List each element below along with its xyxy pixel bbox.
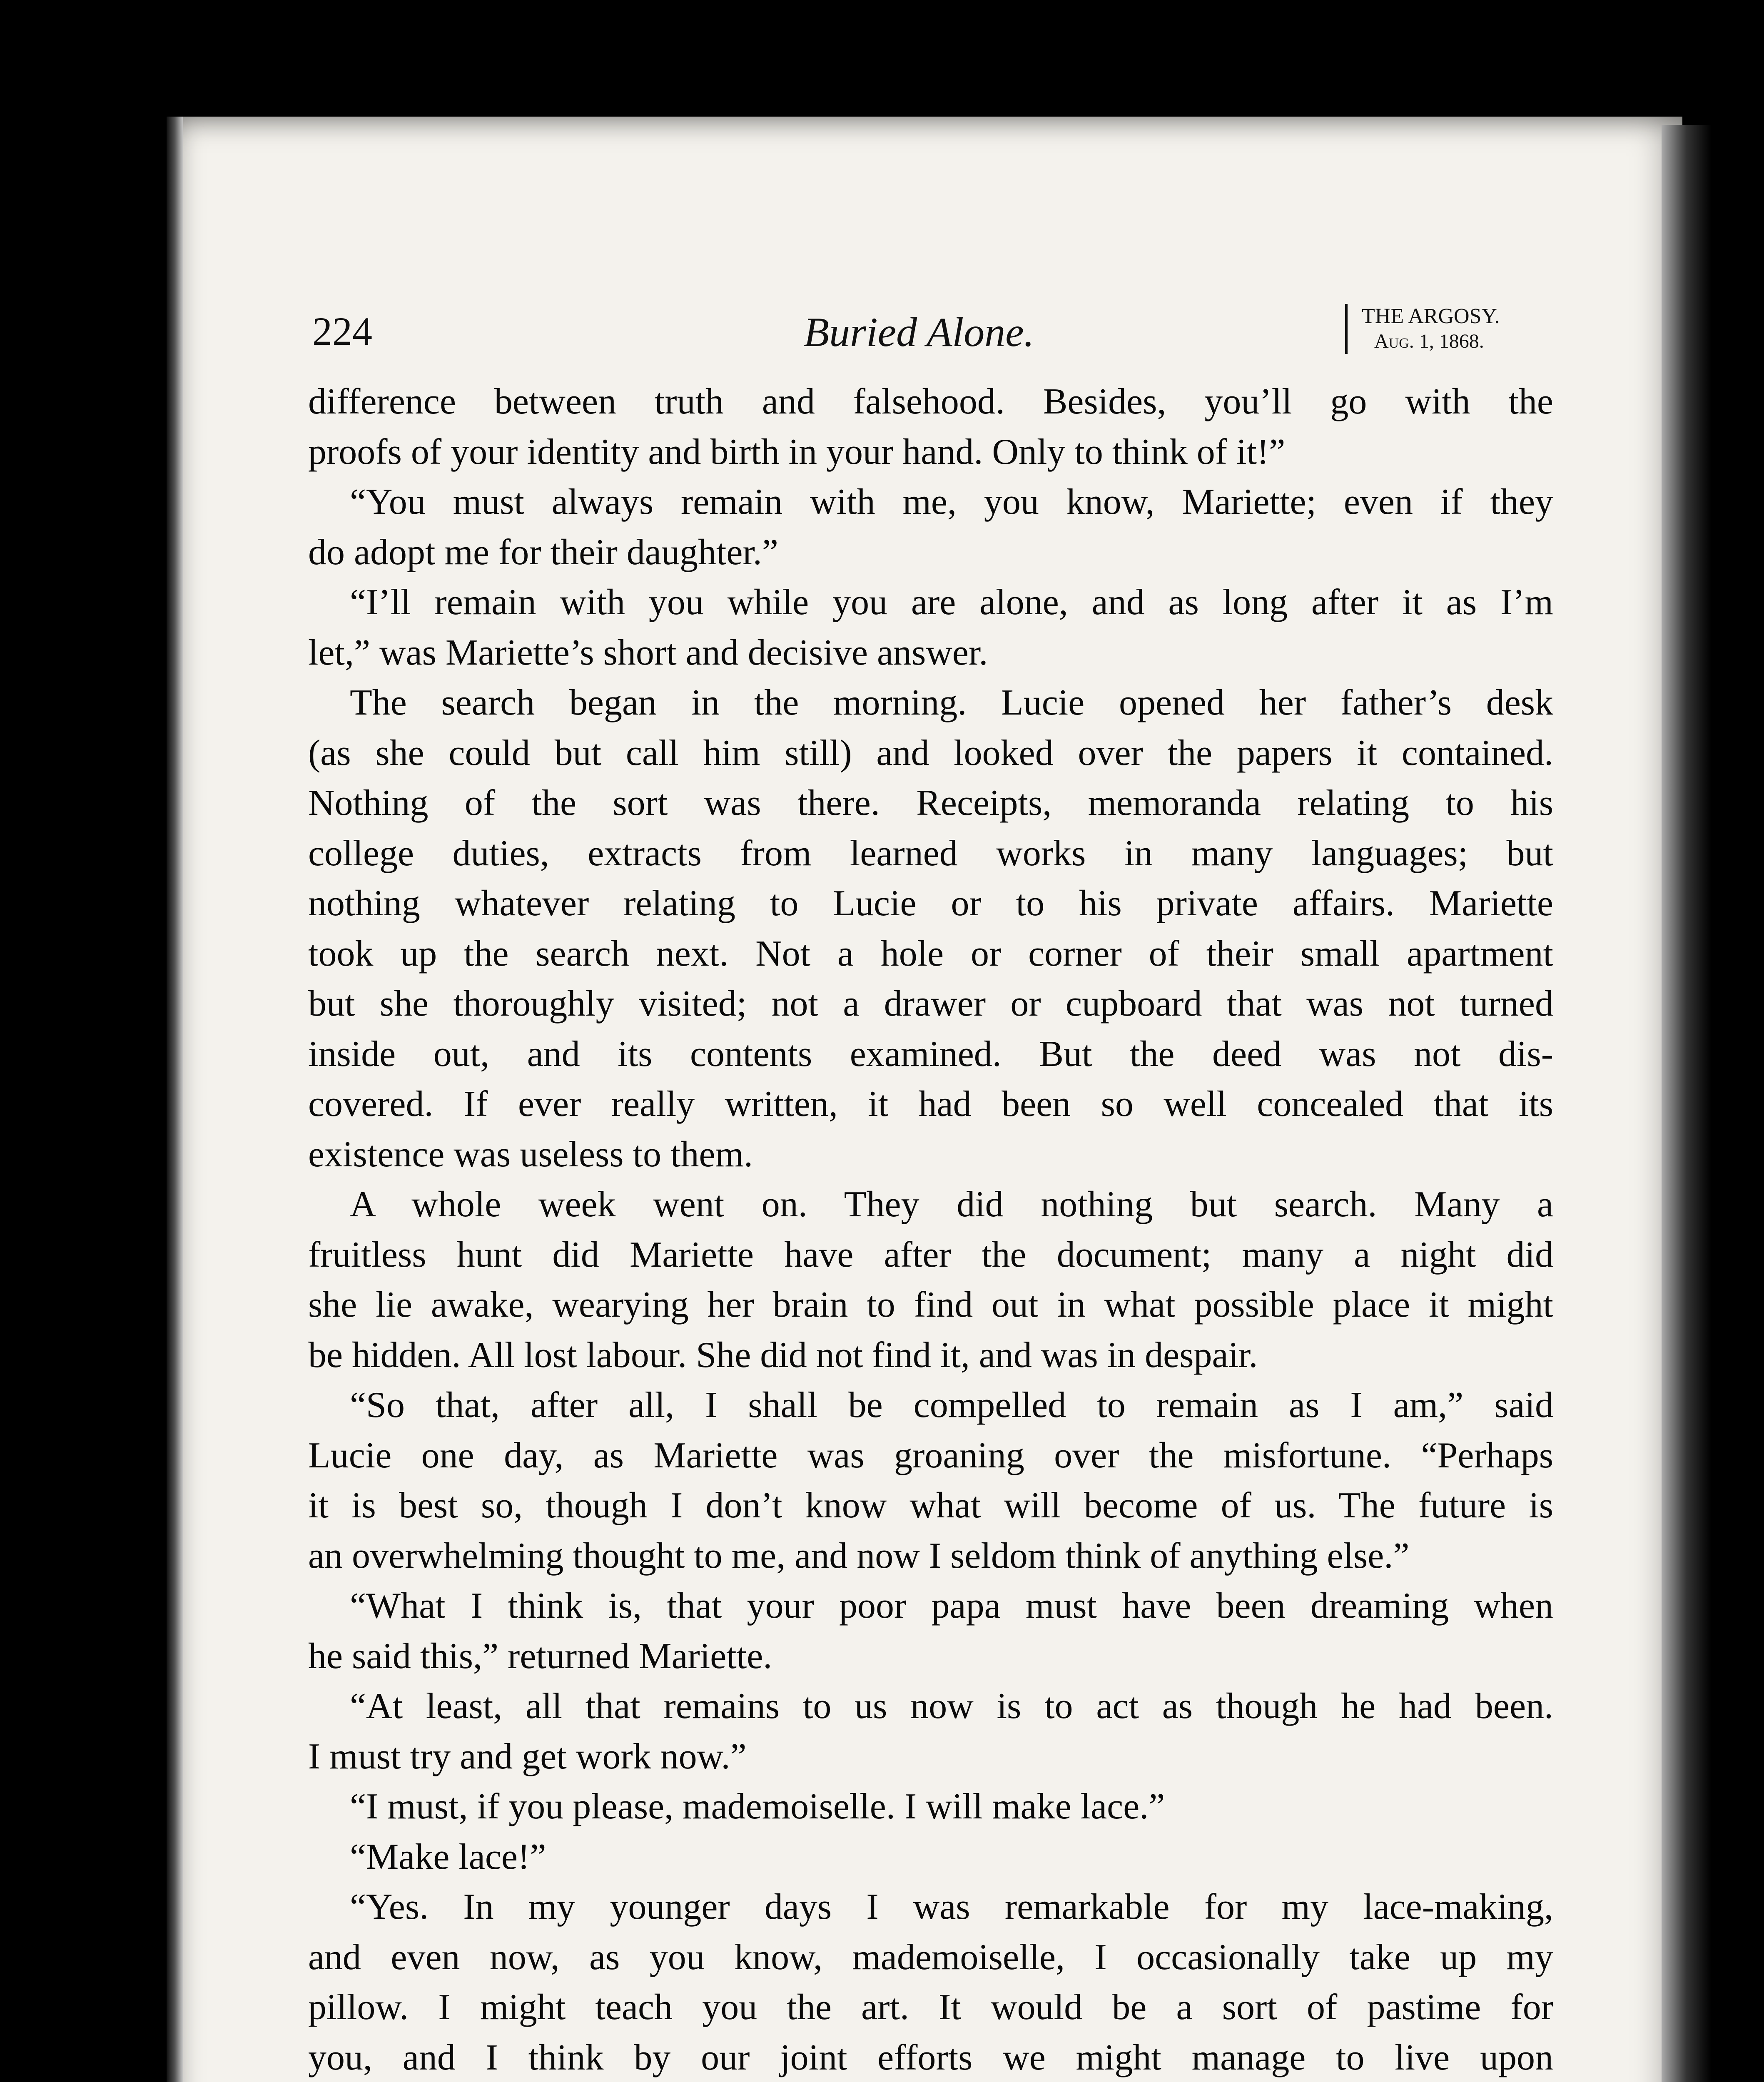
text-line: difference between truth and falsehood. Besides, you’ll go with the xyxy=(308,381,1553,422)
text-line: covered. If ever really written, it had been so well concealed that its xyxy=(308,1084,1553,1124)
text-line: an overwhelming thought to me, and now I seldom think of anything else.” xyxy=(308,1535,1410,1576)
facing-page-edge xyxy=(1662,125,1712,2082)
text-line: existence was useless to them. xyxy=(308,1134,753,1175)
text-line: college duties, extracts from learned works in many languages; but xyxy=(308,833,1553,874)
text-line: The search began in the morning. Lucie opened her father’s desk xyxy=(350,682,1553,723)
text-line: “You must always remain with me, you know, Mariette; even if they xyxy=(350,482,1553,522)
text-line: be hidden. All lost labour. She did not find it, and was in despair. xyxy=(308,1335,1258,1375)
text-line: nothing whatever relating to Lucie or to his private affairs. Mariette xyxy=(308,883,1553,924)
text-line: Nothing of the sort was there. Receipts, memoranda relating to his xyxy=(308,783,1553,823)
text-line: “I must, if you please, mademoiselle. I will make lace.” xyxy=(350,1786,1165,1827)
text-line: and even now, as you know, mademoiselle, I occasionally take up my xyxy=(308,1937,1553,1977)
text-line: took up the search next. Not a hole or corner of their small apartment xyxy=(308,933,1553,974)
text-line: it is best so, though I don’t know what will become of us. The future is xyxy=(308,1485,1553,1526)
text-line: fruitless hunt did Mariette have after the document; many a night did xyxy=(308,1234,1553,1275)
text-line: proofs of your identity and birth in your hand. Only to think of it!” xyxy=(308,431,1286,472)
text-line: “Yes. In my younger days I was remarkable for my lace-making, xyxy=(350,1887,1553,1927)
body-text xyxy=(308,377,1553,2082)
journal-reference xyxy=(1345,304,1500,354)
text-line: “I’ll remain with you while you are alone, and as long after it as I’m xyxy=(350,582,1553,623)
text-line: he said this,” returned Mariette. xyxy=(308,1636,772,1676)
text-line: do adopt me for their daughter.” xyxy=(308,532,778,573)
text-line: but she thoroughly visited; not a drawer or cupboard that was not turned xyxy=(308,984,1553,1024)
text-line: inside out, and its contents examined. But the deed was not dis- xyxy=(308,1034,1553,1074)
text-line: “Make lace!” xyxy=(350,1836,546,1877)
text-line: you, and I think by our joint efforts we might manage to live upon xyxy=(308,2037,1553,2078)
journal-name: THE ARGOSY. xyxy=(1362,304,1500,328)
text-line: “What I think is, that your poor papa must have been dreaming when xyxy=(350,1586,1553,1626)
text-line: “At least, all that remains to us now is to act as though he had been. xyxy=(350,1686,1553,1726)
text-line: Lucie one day, as Mariette was groaning over the misfortune. “Perhaps xyxy=(308,1435,1553,1476)
issue-date: Aug. 1, 1868. xyxy=(1374,330,1484,352)
text-line: she lie awake, wearying her brain to find out in what possible place it might xyxy=(308,1285,1553,1325)
page-header xyxy=(312,300,1562,358)
page-number: 224 xyxy=(312,309,372,354)
text-line: let,” was Mariette’s short and decisive answer. xyxy=(308,632,988,673)
text-line: I must try and get work now.” xyxy=(308,1736,747,1777)
text-line: (as she could but call him still) and looked over the papers it contained. xyxy=(308,732,1553,773)
page-gutter-shadow xyxy=(167,117,183,2082)
text-line: A whole week went on. They did nothing but search. Many a xyxy=(350,1184,1553,1225)
running-title: Buried Alone. xyxy=(804,309,1034,355)
text-line: “So that, after all, I shall be compelled to remain as I am,” said xyxy=(350,1385,1553,1425)
text-line: pillow. I might teach you the art. It would be a sort of pastime for xyxy=(308,1987,1553,2027)
